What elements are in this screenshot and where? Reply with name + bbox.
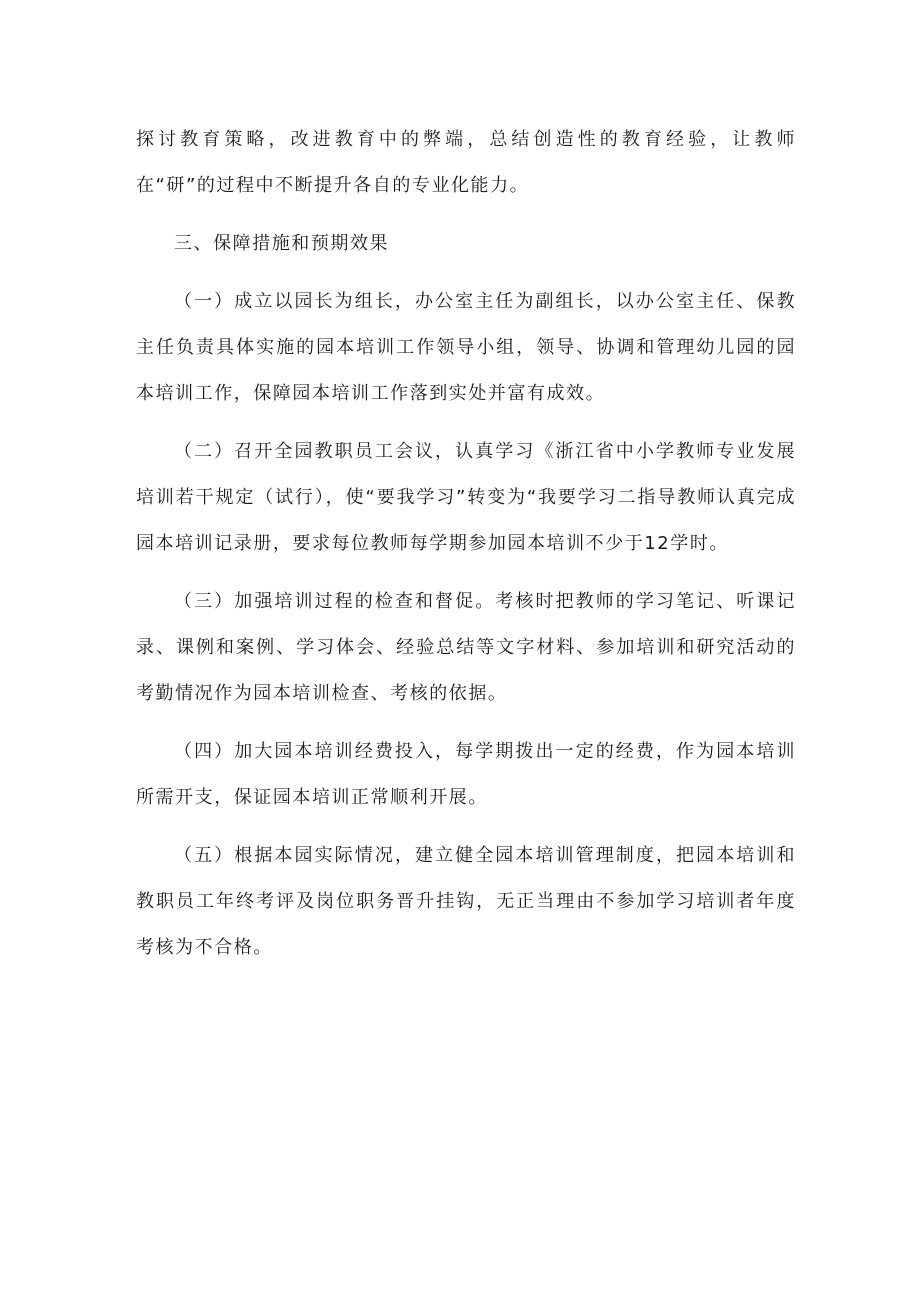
paragraph-item-1: （一）成立以园长为组长，办公室主任为副组长，以办公室主任、保教主任负责具体实施的园本培训工作领导小组，领导、协调和管理幼儿园的园本培训工作，保障园本培训工作落到实处并富有成效。 (136, 291, 796, 404)
section-heading-safeguards: 三、保障措施和预期效果 (174, 233, 390, 254)
paragraph-item-2: （二）召开全园教职员工会议，认真学习《浙江省中小学教师专业发展培训若干规定（试行），使“要我学习”转变为“我要学习二指导教师认真完成园本培训记录册，要求每位教师每学期参加园本培训不少于12学时。 (136, 441, 796, 554)
paragraph-item-4: （四）加大园本培训经费投入，每学期拨出一定的经费，作为园本培训所需开支，保证园本培训正常顺利开展。 (136, 741, 796, 808)
document-page (136, 117, 796, 983)
paragraph-intro-continuation: 探讨教育策略，改进教育中的弊端，总结创造性的教育经验，让教师在“研”的过程中不断提升各自的专业化能力。 (136, 129, 796, 196)
paragraph-item-5: （五）根据本园实际情况，建立健全园本培训管理制度，把园本培训和教职员工年终考评及岗位职务晋升挂钩，无正当理由不参加学习培训者年度考核为不合格。 (136, 845, 796, 958)
paragraph-item-3: （三）加强培训过程的检查和督促。考核时把教师的学习笔记、听课记录、课例和案例、学习体会、经验总结等文字材料、参加培训和研究活动的考勤情况作为园本培训检查、考核的依据。 (136, 591, 796, 704)
